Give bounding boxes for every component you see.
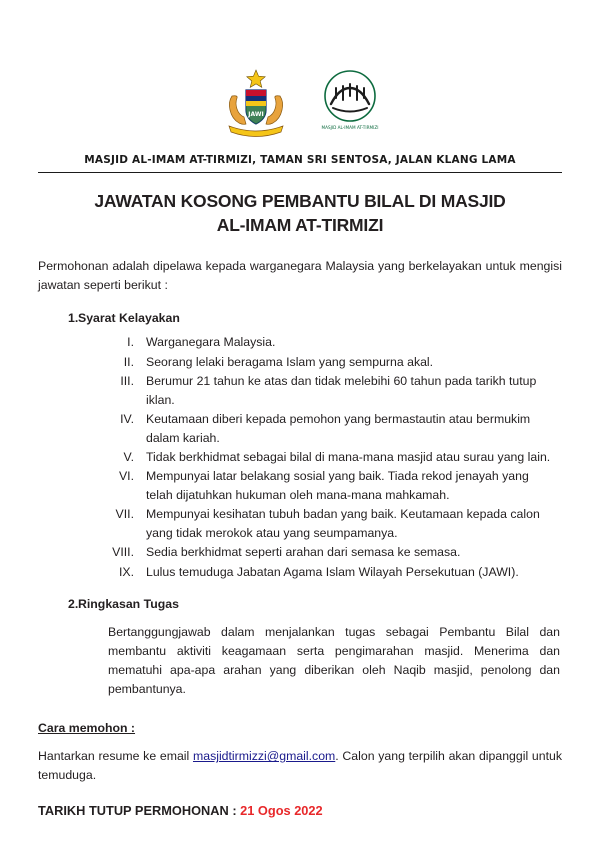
- list-item-text: Lulus temuduga Jabatan Agama Islam Wilayah Persekutuan (JAWI).: [146, 564, 519, 579]
- list-item-number: I.: [127, 335, 134, 350]
- syarat-kelayakan-list: [98, 333, 562, 581]
- list-item-number: VIII.: [112, 545, 134, 560]
- list-item-number: V.: [123, 450, 134, 464]
- cara-memohon-heading: Cara memohon :: [38, 721, 136, 736]
- deadline-date: 21 Ogos 2022: [240, 803, 323, 819]
- cara-memohon-text-before: Hantarkan resume ke email: [38, 749, 193, 764]
- list-item: [98, 563, 562, 581]
- svg-text:MASJID AL-IMAM AT-TIRMIZI: MASJID AL-IMAM AT-TIRMIZI: [321, 125, 379, 130]
- cara-memohon-text-after: . Calon yang terpilih akan dipanggil untuk temuduga.: [38, 749, 562, 783]
- section-1-number: 1.: [68, 311, 79, 326]
- list-item: [98, 505, 562, 542]
- list-item-number: VII.: [115, 507, 134, 522]
- list-item: [98, 467, 562, 504]
- svg-text:JAWI: JAWI: [248, 111, 264, 118]
- malaysia-crest-logo: [219, 66, 293, 140]
- list-item-text: Tidak berkhidmat sebagai bilal di mana-mana masjid atau surau yang lain.: [146, 450, 551, 464]
- deadline-line: [38, 803, 562, 818]
- section-2-number: 2.: [68, 597, 79, 612]
- list-item-text: Sedia berkhidmat seperti arahan dari semasa ke semasa.: [146, 545, 461, 560]
- masjid-name-banner: MASJID AL-IMAM AT-TIRMIZI, TAMAN SRI SENTOSA, JALAN KLANG LAMA: [84, 154, 516, 166]
- list-item: [98, 410, 562, 447]
- ringkasan-tugas-body: Bertanggungjawab dalam menjalankan tugas sebagai Pembantu Bilal dan membantu aktiviti keagamaan serta pengimarahan masjid. Menerima dan mematuhi apa-apa arahan yang diberikan oleh Naqib masjid, penolong dan pembantunya.: [108, 625, 560, 697]
- list-item-number: II.: [123, 354, 134, 369]
- arabic-calligraphy-logo: [319, 66, 381, 140]
- list-item-text: Seorang lelaki beragama Islam yang sempurna akal.: [146, 354, 434, 369]
- section-ringkasan-tugas-header: [38, 597, 562, 611]
- list-item-number: IX.: [118, 564, 134, 579]
- list-item: [98, 543, 562, 561]
- page-title: [38, 189, 562, 237]
- intro-paragraph: Permohonan adalah dipelawa kepada warganegara Malaysia yang berkelayakan untuk mengisi jawatan seperti berikut :: [38, 259, 562, 293]
- syarat-kelayakan-list-wrap: [38, 333, 562, 581]
- list-item-text: Warganegara Malaysia.: [146, 335, 276, 350]
- list-item: [98, 448, 562, 466]
- list-item-text: Keutamaan diberi kepada pemohon yang bermastautin atau bermukim dalam kariah.: [146, 412, 531, 445]
- header-divider: [38, 172, 562, 173]
- section-1-title: Syarat Kelayakan: [78, 311, 180, 326]
- email-link[interactable]: masjidtirmizzi@gmail.com: [192, 749, 336, 764]
- list-item: [98, 372, 562, 409]
- list-item-number: VI.: [118, 469, 134, 484]
- list-item-text: Mempunyai kesihatan tubuh badan yang baik. Keutamaan kepada calon yang tidak merokok atau yang seumpamanya.: [146, 507, 540, 540]
- list-item-number: III.: [120, 374, 134, 389]
- page-title-line2: AL-IMAM AT-TIRMIZI: [216, 215, 384, 236]
- section-syarat-kelayakan-header: [38, 311, 562, 325]
- list-item: [98, 353, 562, 371]
- logo-row: [38, 0, 562, 140]
- list-item-text: Mempunyai latar belakang sosial yang baik. Tiada rekod jenayah yang telah dijatuhkan hukuman oleh mana-mana mahkamah.: [146, 469, 529, 502]
- list-item-text: Berumur 21 tahun ke atas dan tidak melebihi 60 tahun pada tarikh tutup iklan.: [146, 374, 537, 407]
- deadline-label: TARIKH TUTUP PERMOHONAN :: [38, 803, 241, 819]
- section-2-title: Ringkasan Tugas: [78, 597, 179, 612]
- list-item-number: IV.: [120, 412, 134, 427]
- page-title-line1: JAWATAN KOSONG PEMBANTU BILAL DI MASJID: [94, 191, 506, 211]
- list-item: [98, 333, 562, 351]
- cara-memohon-body: [38, 747, 562, 785]
